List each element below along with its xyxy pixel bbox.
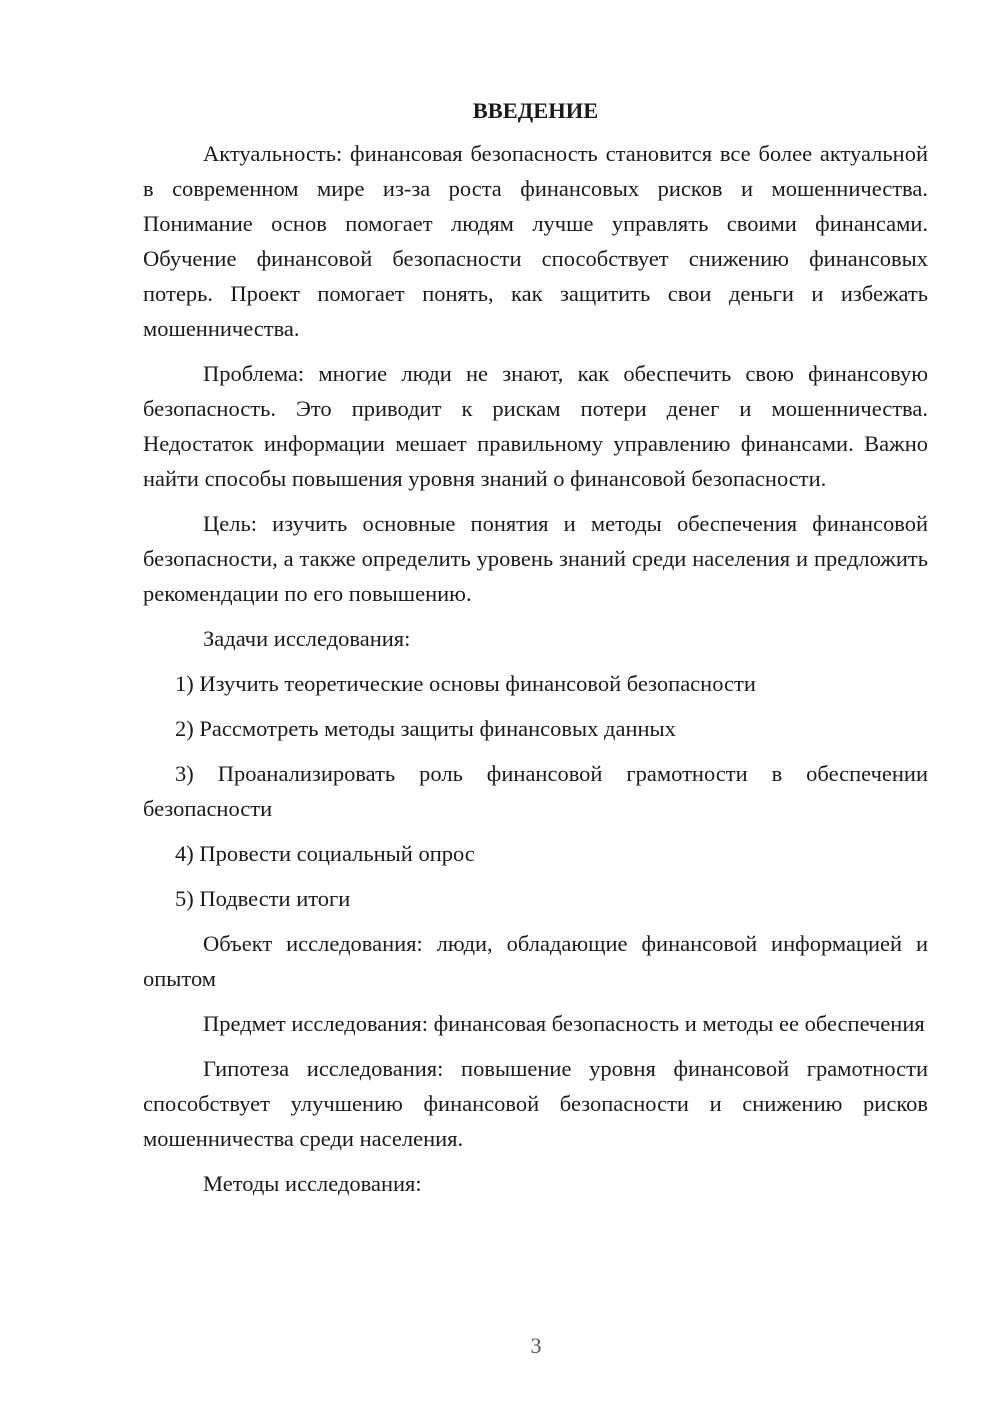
- problem-paragraph: Проблема: многие люди не знают, как обеспечить свою финансовую безопасность. Это приводит к рискам потери денег и мошенничества. Недостаток информации мешает правильному управлению финансами. Важно найти способы повышения уровня знаний о финансовой безопасности.: [143, 361, 928, 491]
- task-item: 1) Изучить теоретические основы финансовой безопасности: [175, 671, 756, 696]
- goal-paragraph: Цель: изучить основные понятия и методы обеспечения финансовой безопасности, а также определить уровень знаний среди населения и предложить рекомендации по его повышению.: [143, 511, 928, 606]
- document-page: [143, 96, 928, 1211]
- relevance-paragraph: Актуальность: финансовая безопасность становится все более актуальной в современном мире из-за роста финансовых рисков и мошенничества. Понимание основ помогает людям лучше управлять своими финансами. Обучение финансовой безопасности способствует снижению финансовых потерь. Проект помогает понять, как защитить свои деньги и избежать мошенничества.: [143, 141, 928, 341]
- page-number: 3: [530, 1333, 542, 1358]
- task-item: 2) Рассмотреть методы защиты финансовых данных: [175, 716, 676, 741]
- task-item: 4) Провести социальный опрос: [175, 841, 475, 866]
- subject-paragraph: Предмет исследования: финансовая безопасность и методы ее обеспечения: [203, 1011, 925, 1036]
- hypothesis-paragraph: Гипотеза исследования: повышение уровня финансовой грамотности способствует улучшению финансовой безопасности и снижению рисков мошенничества среди населения.: [143, 1056, 928, 1151]
- task-item: 5) Подвести итоги: [175, 886, 351, 911]
- page-title: ВВЕДЕНИЕ: [472, 98, 599, 123]
- methods-heading: Методы исследования:: [203, 1171, 422, 1196]
- tasks-heading: Задачи исследования:: [203, 626, 411, 651]
- task-item: 3) Проанализировать роль финансовой грамотности в обеспечении безопасности: [143, 761, 928, 821]
- object-paragraph: Объект исследования: люди, обладающие финансовой информацией и опытом: [143, 931, 928, 991]
